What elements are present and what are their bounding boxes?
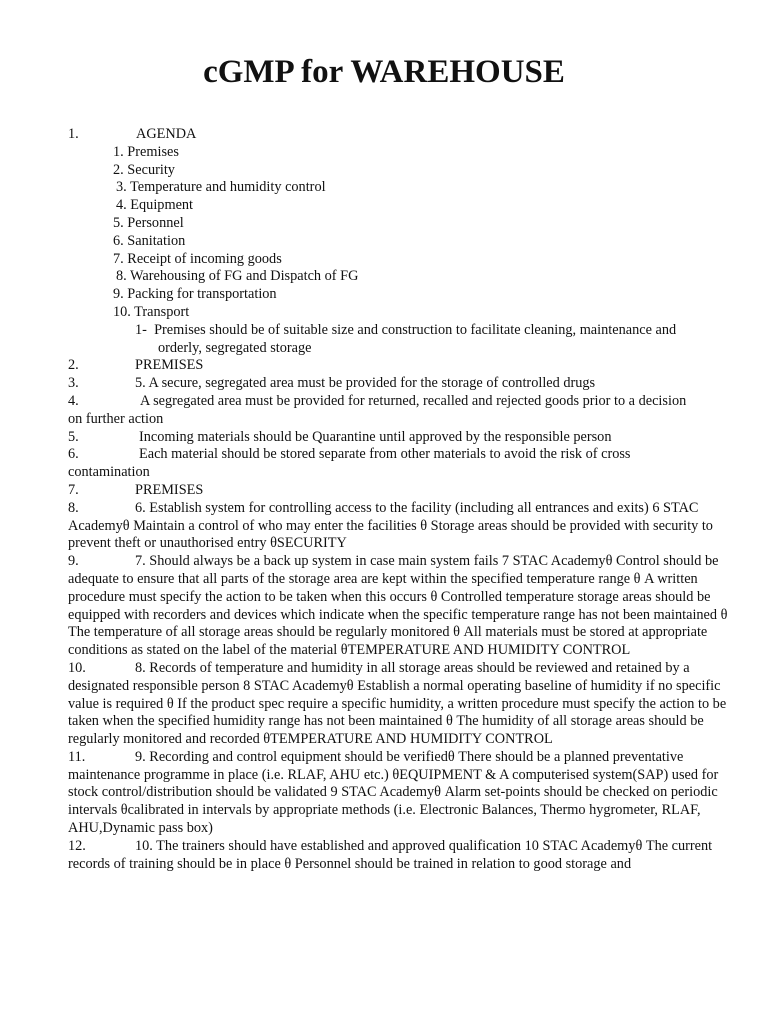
paragraph-text: 8. Records of temperature and humidity in all storage areas should be reviewed and retained by a designated responsible person 8 STAC Academyθ Establish a normal operating baseline of humidity if no specific value is required θ If the product spec require a specific humidity, a written procedure must specify the action to be taken when the specified humidity range has not been maintained θ The humidity of all storage areas should be regularly monitored and recorded θTEMPERATURE AND HUMIDITY CONTROL [68, 659, 727, 748]
line-continuation: on further action [68, 410, 164, 427]
line-number: 8. [68, 499, 79, 516]
line-number: 9. [68, 553, 79, 570]
line-number: 12. [68, 837, 86, 854]
agenda-item: 5. Personnel [113, 214, 184, 231]
agenda-item: 6. Sanitation [113, 232, 186, 249]
paragraph-text: 7. Should always be a back up system in case main system fails 7 STAC Academyθ Control should be adequate to ensure that all parts of the storage area are kept within the specified temperature range θ A written procedure must specify the action to be taken when this occurs θ Controlled temperature storage areas should be equipped with recorders and devices which indicate when the specific temperature range has not been maintained θ The temperature of all storage areas should be regularly monitored θ All materials must be stored at appropriate conditions as stated on the label of the material θTEMPERATURE AND HUMIDITY CONTROL [68, 553, 728, 659]
numbered-line [68, 375, 736, 393]
paragraph-text: 9. Recording and control equipment should be verifiedθ There should be a planned preventative maintenance programme in place (i.e. RLAF, AHU etc.) θEQUIPMENT & A computerised system(SAP) used for stock control/distribution should be validated 9 STAC Academyθ Alarm set-points should be checked on periodic intervals θcalibrated in intervals by appropriate methods (i.e. Electronic Balances, Thermo hygrometer, RLAF, AHU,Dynamic pass box) [68, 748, 719, 837]
agenda-note-continuation: orderly, segregated storage [158, 339, 312, 356]
numbered-line [68, 482, 736, 500]
line-text: PREMISES [135, 357, 204, 374]
line-number: 2. [68, 357, 79, 374]
numbered-paragraph [68, 660, 736, 749]
agenda-heading-line [68, 126, 736, 144]
agenda-item: 7. Receipt of incoming goods [113, 250, 282, 267]
agenda-item: 8. Warehousing of FG and Dispatch of FG [116, 268, 359, 285]
paragraph-text: 10. The trainers should have established and approved qualification 10 STAC Academyθ The current records of training should be in place θ Personnel should be trained in relation to good storage and [68, 837, 713, 872]
agenda-heading: AGENDA [136, 126, 197, 142]
line-number: 5. [68, 428, 79, 445]
line-number: 7. [68, 481, 79, 498]
agenda-note-marker: 1- [135, 321, 147, 338]
paragraph-text: 6. Establish system for controlling access to the facility (including all entrances and exits) 6 STAC Academyθ Maintain a control of who may enter the facilities θ Storage areas should be provided with security to prevent theft or unauthorised entry θSECURITY [68, 499, 713, 552]
agenda-item: 2. Security [113, 161, 175, 178]
numbered-line [68, 357, 736, 375]
line-text: Incoming materials should be Quarantine until approved by the responsible person [139, 428, 612, 445]
agenda-item: 3. Temperature and humidity control [116, 179, 326, 196]
agenda-note [68, 322, 736, 340]
line-text: Each material should be stored separate from other materials to avoid the risk of cross [139, 446, 631, 463]
document-body [68, 126, 736, 873]
numbered-paragraph [68, 500, 736, 553]
line-number: 1. [68, 126, 79, 142]
numbered-paragraph [68, 838, 736, 874]
line-number: 10. [68, 659, 86, 676]
line-text: 5. A secure, segregated area must be provided for the storage of controlled drugs [135, 375, 596, 392]
line-text: A segregated area must be provided for returned, recalled and rejected goods prior to a decision [140, 392, 687, 409]
agenda-item: 1. Premises [113, 143, 179, 160]
numbered-paragraph [68, 749, 736, 838]
line-continuation: contamination [68, 464, 150, 481]
agenda-item: 9. Packing for transportation [113, 286, 277, 303]
line-number: 11. [68, 748, 86, 765]
agenda-item: 4. Equipment [116, 197, 194, 214]
agenda-note-text: Premises should be of suitable size and construction to facilitate cleaning, maintenance and [154, 321, 677, 338]
line-number: 6. [68, 446, 79, 463]
numbered-paragraph [68, 553, 736, 660]
page-title: cGMP for WAREHOUSE [203, 54, 565, 90]
line-number: 4. [68, 392, 79, 409]
numbered-line [68, 446, 736, 464]
line-text: PREMISES [135, 481, 204, 498]
numbered-line [68, 429, 736, 447]
line-number: 3. [68, 375, 79, 392]
agenda-item: 10. Transport [113, 303, 190, 320]
numbered-line [68, 393, 736, 411]
